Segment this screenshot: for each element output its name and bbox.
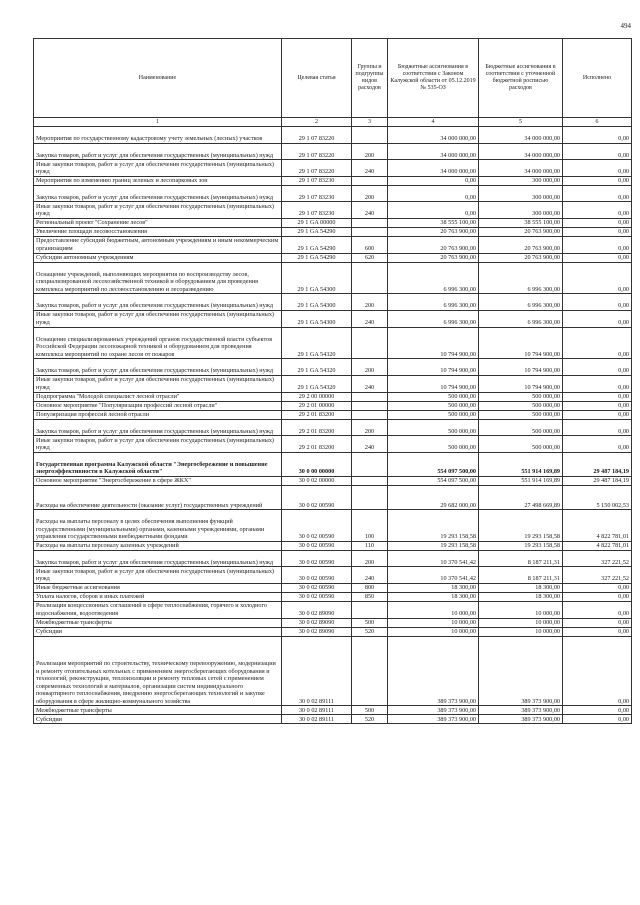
row-expense-group: 500 (352, 706, 388, 715)
row-executed: 327 221,52 (563, 550, 632, 567)
header-name: Наименование (34, 39, 282, 118)
row-executed: 0,00 (563, 202, 632, 219)
row-updated-allocation: 300 000,00 (479, 176, 563, 185)
table-row (34, 593, 632, 602)
row-executed: 0,00 (563, 236, 632, 253)
row-expense-group (352, 392, 388, 401)
row-law-allocation: 19 293 158,58 (388, 510, 479, 542)
row-target-article: 29 1 07 83220 (282, 160, 352, 177)
row-executed: 0,00 (563, 294, 632, 311)
row-law-allocation: 29 682 000,00 (388, 485, 479, 509)
row-updated-allocation: 19 293 158,58 (479, 541, 563, 550)
table-row (34, 127, 632, 144)
table-row (34, 227, 632, 236)
table-row (34, 176, 632, 185)
row-updated-allocation: 6 996 300,00 (479, 262, 563, 294)
row-executed: 0,00 (563, 127, 632, 144)
row-law-allocation: 19 293 158,58 (388, 541, 479, 550)
table-row (34, 236, 632, 253)
row-executed: 0,00 (563, 584, 632, 593)
row-name: Реализация мероприятий по строительству, техническому перевооружению, модернизации и ремонту отопительных котельных с применением энергосберегающих оборудования и технологий, реконструкции, теплоизоляции и ремонту тепловых сетей с применением современных технологий и материалов, организации систем индивидуального поквартирного теплоснабжения, внедрению энергосберегающих технологий и закупке оборудования в сфере жилищно-коммунального хозяйства (34, 636, 282, 706)
row-expense-group: 200 (352, 550, 388, 567)
row-expense-group (352, 602, 388, 619)
row-law-allocation: 554 097 500,00 (388, 452, 479, 476)
row-updated-allocation: 19 293 158,58 (479, 510, 563, 542)
row-law-allocation: 6 996 300,00 (388, 310, 479, 327)
row-executed: 0,00 (563, 262, 632, 294)
row-expense-group (352, 401, 388, 410)
row-name: Уплата налогов, сборов и иных платежей (34, 593, 282, 602)
table-row (34, 262, 632, 294)
row-law-allocation: 500 000,00 (388, 436, 479, 453)
row-executed: 0,00 (563, 227, 632, 236)
row-updated-allocation: 27 498 669,89 (479, 485, 563, 509)
row-law-allocation: 6 996 300,00 (388, 262, 479, 294)
row-expense-group: 600 (352, 236, 388, 253)
row-expense-group: 520 (352, 715, 388, 724)
row-law-allocation: 554 097 500,00 (388, 476, 479, 485)
column-number: 3 (352, 118, 388, 127)
row-law-allocation: 0,00 (388, 185, 479, 202)
row-updated-allocation: 389 373 900,00 (479, 636, 563, 706)
row-name: Закупка товаров, работ и услуг для обеспечения государственных (муниципальных) нужд (34, 185, 282, 202)
row-updated-allocation: 500 000,00 (479, 419, 563, 436)
row-target-article: 29 1 GA 54300 (282, 262, 352, 294)
row-updated-allocation: 10 000,00 (479, 618, 563, 627)
row-executed: 0,00 (563, 401, 632, 410)
row-target-article: 29 1 GA 54290 (282, 236, 352, 253)
row-updated-allocation: 34 000 000,00 (479, 127, 563, 144)
row-updated-allocation: 18 300,00 (479, 593, 563, 602)
header-updated-allocations: Бюджетные ассигнования в соответствии с уточненной бюджетной росписью расходов (479, 39, 563, 118)
row-law-allocation: 10 370 541,42 (388, 550, 479, 567)
table-row (34, 375, 632, 392)
row-target-article: 29 1 GA 54300 (282, 310, 352, 327)
row-expense-group (352, 452, 388, 476)
row-updated-allocation: 389 373 900,00 (479, 715, 563, 724)
table-row (34, 584, 632, 593)
row-updated-allocation: 10 794 900,00 (479, 327, 563, 359)
row-law-allocation: 500 000,00 (388, 392, 479, 401)
column-number: 4 (388, 118, 479, 127)
table-row (34, 392, 632, 401)
table-row (34, 602, 632, 619)
row-name: Иные закупки товаров, работ и услуг для обеспечения государственных (муниципальных) нужд (34, 375, 282, 392)
row-law-allocation: 10 794 900,00 (388, 359, 479, 376)
row-expense-group (352, 176, 388, 185)
row-updated-allocation: 500 000,00 (479, 436, 563, 453)
row-expense-group: 200 (352, 185, 388, 202)
row-updated-allocation: 551 914 169,89 (479, 476, 563, 485)
row-executed: 0,00 (563, 602, 632, 619)
header-target-article: Целевая статья (282, 39, 352, 118)
budget-table (33, 38, 632, 724)
row-law-allocation: 0,00 (388, 176, 479, 185)
table-row (34, 253, 632, 262)
row-name: Увеличение площади лесовосстановления (34, 227, 282, 236)
table-row (34, 550, 632, 567)
row-law-allocation: 389 373 900,00 (388, 636, 479, 706)
row-executed: 0,00 (563, 392, 632, 401)
row-updated-allocation: 20 763 900,00 (479, 253, 563, 262)
header-executed: Исполнено (563, 39, 632, 118)
row-expense-group: 520 (352, 627, 388, 636)
row-name: Закупка товаров, работ и услуг для обеспечения государственных (муниципальных) нужд (34, 550, 282, 567)
row-executed: 0,00 (563, 627, 632, 636)
row-name: Предоставление субсидий бюджетным, автономным учреждениям и иным некоммерческим организациям (34, 236, 282, 253)
row-expense-group: 110 (352, 541, 388, 550)
row-updated-allocation: 500 000,00 (479, 392, 563, 401)
row-law-allocation: 10 000,00 (388, 602, 479, 619)
table-row (34, 401, 632, 410)
row-target-article: 30 0 02 00590 (282, 567, 352, 584)
table-row (34, 715, 632, 724)
row-name: Иные закупки товаров, работ и услуг для обеспечения государственных (муниципальных) нужд (34, 567, 282, 584)
row-expense-group (352, 327, 388, 359)
row-target-article: 29 1 07 83220 (282, 143, 352, 160)
row-expense-group: 240 (352, 567, 388, 584)
table-row (34, 541, 632, 550)
row-name: Расходы на выплаты персоналу казенных учреждений (34, 541, 282, 550)
table-row (34, 294, 632, 311)
column-number: 5 (479, 118, 563, 127)
row-law-allocation: 10 370 541,42 (388, 567, 479, 584)
row-target-article: 30 0 02 00590 (282, 510, 352, 542)
table-row (34, 627, 632, 636)
row-expense-group (352, 127, 388, 144)
row-updated-allocation: 10 794 900,00 (479, 375, 563, 392)
row-executed: 0,00 (563, 375, 632, 392)
row-expense-group: 240 (352, 310, 388, 327)
row-name: Оснащение учреждений, выполняющих мероприятия по воспроизводству лесов, специализированной лесохозяйственной техникой и оборудованием для проведения комплекса мероприятий по лесовосстановлению и лесоразведению (34, 262, 282, 294)
row-name: Иные закупки товаров, работ и услуг для обеспечения государственных (муниципальных) нужд (34, 202, 282, 219)
row-law-allocation: 10 794 900,00 (388, 327, 479, 359)
row-executed: 0,00 (563, 185, 632, 202)
row-executed: 0,00 (563, 636, 632, 706)
table-row (34, 706, 632, 715)
row-updated-allocation: 8 187 211,31 (479, 567, 563, 584)
row-name: Государственная программа Калужской области "Энергосбережение и повышение энергоэффективности в Калужской области" (34, 452, 282, 476)
row-expense-group (352, 476, 388, 485)
row-target-article: 29 1 GA 00000 (282, 218, 352, 227)
row-executed: 0,00 (563, 160, 632, 177)
row-updated-allocation: 500 000,00 (479, 401, 563, 410)
row-law-allocation: 10 000,00 (388, 627, 479, 636)
column-number-row (34, 118, 632, 127)
row-name: Основное мероприятие "Популяризация профессий лесной отрасли" (34, 401, 282, 410)
row-name: Закупка товаров, работ и услуг для обеспечения государственных (муниципальных) нужд (34, 143, 282, 160)
row-law-allocation: 18 300,00 (388, 584, 479, 593)
column-number: 6 (563, 118, 632, 127)
row-target-article: 29 2 01 83200 (282, 436, 352, 453)
row-target-article: 30 0 02 00000 (282, 476, 352, 485)
row-updated-allocation: 20 763 900,00 (479, 236, 563, 253)
row-expense-group: 800 (352, 584, 388, 593)
row-target-article: 30 0 02 00590 (282, 593, 352, 602)
row-expense-group (352, 227, 388, 236)
table-row (34, 436, 632, 453)
table-row (34, 185, 632, 202)
row-law-allocation: 500 000,00 (388, 419, 479, 436)
row-expense-group (352, 485, 388, 509)
row-name: Закупка товаров, работ и услуг для обеспечения государственных (муниципальных) нужд (34, 359, 282, 376)
row-target-article: 30 0 02 89090 (282, 602, 352, 619)
table-row (34, 452, 632, 476)
row-expense-group: 200 (352, 419, 388, 436)
row-updated-allocation: 38 555 100,00 (479, 218, 563, 227)
row-updated-allocation: 551 914 169,89 (479, 452, 563, 476)
row-updated-allocation: 6 996 300,00 (479, 294, 563, 311)
row-executed: 0,00 (563, 327, 632, 359)
row-expense-group: 240 (352, 436, 388, 453)
table-row (34, 485, 632, 509)
row-law-allocation: 34 000 000,00 (388, 160, 479, 177)
row-executed: 0,00 (563, 618, 632, 627)
row-target-article: 30 0 02 89111 (282, 715, 352, 724)
row-executed: 0,00 (563, 410, 632, 419)
row-updated-allocation: 10 000,00 (479, 602, 563, 619)
row-target-article: 29 2 01 00000 (282, 401, 352, 410)
row-executed: 29 487 184,19 (563, 452, 632, 476)
table-row (34, 567, 632, 584)
row-expense-group (352, 262, 388, 294)
row-expense-group (352, 636, 388, 706)
row-target-article: 29 2 00 00000 (282, 392, 352, 401)
row-expense-group: 620 (352, 253, 388, 262)
row-expense-group: 850 (352, 593, 388, 602)
row-target-article: 29 1 07 83220 (282, 127, 352, 144)
row-executed: 0,00 (563, 359, 632, 376)
table-header-row (34, 39, 632, 118)
row-updated-allocation: 300 000,00 (479, 202, 563, 219)
row-name: Закупка товаров, работ и услуг для обеспечения государственных (муниципальных) нужд (34, 419, 282, 436)
row-expense-group: 240 (352, 375, 388, 392)
row-target-article: 30 0 02 00590 (282, 550, 352, 567)
row-expense-group (352, 410, 388, 419)
row-target-article: 30 0 02 00590 (282, 485, 352, 509)
row-law-allocation: 10 794 900,00 (388, 375, 479, 392)
table-row (34, 419, 632, 436)
row-target-article: 30 0 00 00000 (282, 452, 352, 476)
row-executed: 0,00 (563, 593, 632, 602)
row-executed: 5 150 002,53 (563, 485, 632, 509)
table-row (34, 476, 632, 485)
row-name: Иные бюджетные ассигнования (34, 584, 282, 593)
row-name: Субсидии (34, 627, 282, 636)
row-updated-allocation: 34 000 000,00 (479, 143, 563, 160)
row-expense-group: 200 (352, 294, 388, 311)
row-expense-group: 200 (352, 143, 388, 160)
row-expense-group: 240 (352, 160, 388, 177)
row-target-article: 30 0 02 00590 (282, 584, 352, 593)
row-name: Популяризация профессий лесной отрасли (34, 410, 282, 419)
row-target-article: 29 1 07 83230 (282, 176, 352, 185)
row-target-article: 30 0 02 00590 (282, 541, 352, 550)
row-executed: 0,00 (563, 715, 632, 724)
row-updated-allocation: 34 000 000,00 (479, 160, 563, 177)
row-name: Закупка товаров, работ и услуг для обеспечения государственных (муниципальных) нужд (34, 294, 282, 311)
row-updated-allocation: 500 000,00 (479, 410, 563, 419)
row-executed: 0,00 (563, 253, 632, 262)
table-row (34, 636, 632, 706)
table-row (34, 359, 632, 376)
row-target-article: 29 1 GA 54320 (282, 359, 352, 376)
row-name: Региональный проект "Сохранение лесов" (34, 218, 282, 227)
row-target-article: 30 0 02 89111 (282, 706, 352, 715)
row-expense-group: 240 (352, 202, 388, 219)
row-target-article: 30 0 02 89090 (282, 618, 352, 627)
row-updated-allocation: 389 373 900,00 (479, 706, 563, 715)
row-law-allocation: 389 373 900,00 (388, 715, 479, 724)
column-number: 1 (34, 118, 282, 127)
row-executed: 29 487 184,19 (563, 476, 632, 485)
row-updated-allocation: 20 763 900,00 (479, 227, 563, 236)
row-name: Расходы на выплаты персоналу в целях обеспечения выполнения функций государственными (муниципальными) органами, казенными учреждениями, органами управления государственными внебюджетными фондами (34, 510, 282, 542)
row-target-article: 29 2 01 83200 (282, 419, 352, 436)
row-executed: 0,00 (563, 176, 632, 185)
row-executed: 4 822 781,01 (563, 541, 632, 550)
table-body (34, 127, 632, 724)
row-executed: 0,00 (563, 419, 632, 436)
row-target-article: 30 0 02 89111 (282, 636, 352, 706)
row-name: Межбюджетные трансферты (34, 706, 282, 715)
row-name: Субсидии (34, 715, 282, 724)
row-executed: 0,00 (563, 436, 632, 453)
row-target-article: 29 1 07 83230 (282, 185, 352, 202)
row-name: Субсидии автономным учреждениям (34, 253, 282, 262)
row-name: Мероприятия по государственному кадастровому учету земельных (лесных) участков (34, 127, 282, 144)
row-name: Иные закупки товаров, работ и услуг для обеспечения государственных (муниципальных) нужд (34, 310, 282, 327)
table-row (34, 618, 632, 627)
row-name: Мероприятия по изменению границ зеленых и лесопарковых зон (34, 176, 282, 185)
row-law-allocation: 6 996 300,00 (388, 294, 479, 311)
row-name: Иные закупки товаров, работ и услуг для обеспечения государственных (муниципальных) нужд (34, 436, 282, 453)
row-executed: 0,00 (563, 218, 632, 227)
table-row (34, 143, 632, 160)
row-expense-group (352, 218, 388, 227)
row-executed: 0,00 (563, 143, 632, 160)
header-law-allocations: Бюджетные ассигнования в соответствии с Законом Калужской области от 05.12.2019 № 535-ОЗ (388, 39, 479, 118)
row-law-allocation: 34 000 000,00 (388, 127, 479, 144)
row-target-article: 29 1 GA 54290 (282, 227, 352, 236)
row-expense-group: 200 (352, 359, 388, 376)
row-law-allocation: 500 000,00 (388, 410, 479, 419)
row-law-allocation: 20 763 900,00 (388, 253, 479, 262)
row-executed: 4 822 781,01 (563, 510, 632, 542)
row-expense-group: 100 (352, 510, 388, 542)
row-target-article: 30 0 02 89090 (282, 627, 352, 636)
row-updated-allocation: 18 300,00 (479, 584, 563, 593)
row-executed: 0,00 (563, 310, 632, 327)
row-law-allocation: 10 000,00 (388, 618, 479, 627)
row-updated-allocation: 300 000,00 (479, 185, 563, 202)
row-law-allocation: 0,00 (388, 202, 479, 219)
row-law-allocation: 389 373 900,00 (388, 706, 479, 715)
table-row (34, 218, 632, 227)
row-target-article: 29 2 01 83200 (282, 410, 352, 419)
row-updated-allocation: 10 794 900,00 (479, 359, 563, 376)
table-row (34, 202, 632, 219)
row-name: Расходы на обеспечение деятельности (оказание услуг) государственных учреждений (34, 485, 282, 509)
row-executed: 327 221,52 (563, 567, 632, 584)
row-updated-allocation: 10 000,00 (479, 627, 563, 636)
row-target-article: 29 1 GA 54320 (282, 327, 352, 359)
row-expense-group: 500 (352, 618, 388, 627)
row-updated-allocation: 8 187 211,31 (479, 550, 563, 567)
table-row (34, 327, 632, 359)
table-row (34, 310, 632, 327)
table-row (34, 160, 632, 177)
row-executed: 0,00 (563, 706, 632, 715)
row-name: Подпрограмма "Молодой специалист лесной отрасли" (34, 392, 282, 401)
row-name: Основное мероприятие "Энергосбережение в сфере ЖКХ" (34, 476, 282, 485)
row-target-article: 29 1 07 83230 (282, 202, 352, 219)
header-expense-group: Группы и подгруппы видов расходов (352, 39, 388, 118)
row-target-article: 29 1 GA 54300 (282, 294, 352, 311)
row-target-article: 29 1 GA 54320 (282, 375, 352, 392)
table-row (34, 510, 632, 542)
row-updated-allocation: 6 996 300,00 (479, 310, 563, 327)
row-name: Иные закупки товаров, работ и услуг для обеспечения государственных (муниципальных) нужд (34, 160, 282, 177)
column-number: 2 (282, 118, 352, 127)
row-law-allocation: 38 555 100,00 (388, 218, 479, 227)
row-law-allocation: 18 300,00 (388, 593, 479, 602)
row-law-allocation: 34 000 000,00 (388, 143, 479, 160)
row-law-allocation: 500 000,00 (388, 401, 479, 410)
row-target-article: 29 1 GA 54290 (282, 253, 352, 262)
row-name: Оснащение специализированных учреждений органов государственной власти субъектов Российской Федерации лесопожарной техникой и оборудованием для проведения комплекса мероприятий по охране лесов от пожаров (34, 327, 282, 359)
row-law-allocation: 20 763 900,00 (388, 236, 479, 253)
row-law-allocation: 20 763 900,00 (388, 227, 479, 236)
table-row (34, 410, 632, 419)
row-name: Межбюджетные трансферты (34, 618, 282, 627)
page-number: 494 (620, 22, 631, 30)
row-name: Реализация концессионных соглашений в сфере теплоснабжения, горячего и холодного водоснабжения, водоотведения (34, 602, 282, 619)
